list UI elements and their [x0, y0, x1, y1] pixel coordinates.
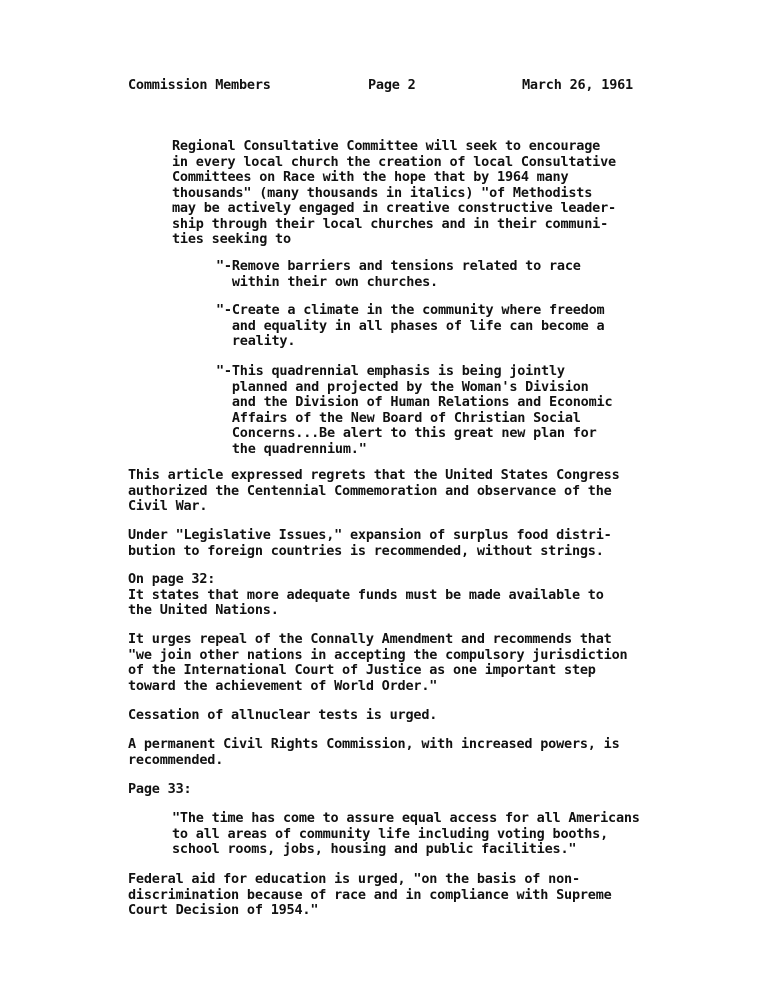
text-line: Federal aid for education is urged, "on the basis of non-	[128, 871, 580, 887]
text-line: ties seeking to	[172, 231, 291, 247]
text-line: "we join other nations in accepting the compulsory jurisdiction	[128, 646, 628, 663]
text-line: Court Decision of 1954."	[128, 902, 319, 918]
text-line: school rooms, jobs, housing and public facilities."	[172, 841, 577, 857]
text-line: Page 33:	[128, 781, 192, 797]
paragraph-civil-rights	[128, 737, 620, 768]
quote-item-1	[216, 259, 581, 290]
text-line: A permanent Civil Rights Commission, with increased powers, is	[128, 736, 620, 752]
text-line: Under "Legislative Issues," expansion of surplus food distri-	[128, 527, 612, 543]
paragraph-legislative-issues	[128, 528, 612, 559]
text-line: "-Create a climate in the community where freedom	[216, 302, 605, 318]
text-line: may be actively engaged in creative constructive leader-	[172, 200, 616, 216]
text-line: Civil War.	[128, 498, 208, 514]
text-line: planned and projected by the Woman's Division	[216, 378, 589, 395]
paragraph-connally	[128, 632, 627, 694]
text-line: recommended.	[128, 751, 224, 768]
paragraph-page-32	[128, 572, 604, 619]
text-line: authorized the Centennial Commemoration and observance of the	[128, 482, 612, 499]
text-line: discrimination because of race and in compliance with Supreme	[128, 886, 612, 903]
text-line: toward the achievement of World Order."	[128, 677, 438, 694]
paragraph-equal-access-quote	[172, 811, 640, 858]
header-left: Commission Members	[128, 77, 271, 93]
text-line: the quadrennium."	[216, 440, 367, 457]
header-date: March 26, 1961	[522, 77, 633, 93]
quote-item-2	[216, 303, 604, 350]
text-line: within their own churches.	[216, 273, 438, 290]
text-line: of the International Court of Justice as one important step	[128, 662, 596, 678]
text-line: On page 32:	[128, 571, 216, 587]
text-line: "-This quadrennial emphasis is being jointly	[216, 363, 565, 379]
text-line: "The time has come to assure equal access for all Americans	[172, 810, 640, 826]
header-page-number: Page 2	[368, 77, 416, 93]
paragraph-federal-aid	[128, 872, 612, 919]
text-line: and equality in all phases of life can become a	[216, 317, 605, 334]
text-line: It states that more adequate funds must be made available to	[128, 586, 604, 603]
text-line: Concerns...Be alert to this great new plan for	[216, 425, 597, 441]
text-line: Committees on Race with the hope that by 1964 many	[172, 169, 569, 185]
page-33-label	[128, 782, 191, 798]
text-line: reality.	[216, 333, 296, 349]
text-line: It urges repeal of the Connally Amendment and recommends that	[128, 631, 612, 647]
text-line: to all areas of community life including voting booths,	[172, 825, 609, 842]
text-line: Regional Consultative Committee will seek to encourage	[172, 138, 601, 154]
text-line: bution to foreign countries is recommended, without strings.	[128, 542, 604, 559]
text-line: thousands" (many thousands in italics) "of Methodists	[172, 184, 593, 201]
text-line: and the Division of Human Relations and Economic	[216, 394, 613, 410]
text-line: Cessation of allnuclear tests is urged.	[128, 707, 438, 723]
quote-item-3	[216, 364, 612, 457]
text-line: the United Nations.	[128, 602, 279, 618]
text-line: ship through their local churches and in their communi-	[172, 215, 609, 232]
text-line: in every local church the creation of local Consultative	[172, 153, 616, 170]
intro-paragraph	[172, 139, 616, 248]
text-line: This article expressed regrets that the United States Congress	[128, 467, 620, 483]
paragraph-nuclear-tests	[128, 708, 437, 724]
text-line: "-Remove barriers and tensions related to race	[216, 258, 581, 274]
paragraph-centennial	[128, 468, 620, 515]
text-line: Affairs of the New Board of Christian Social	[216, 409, 581, 426]
